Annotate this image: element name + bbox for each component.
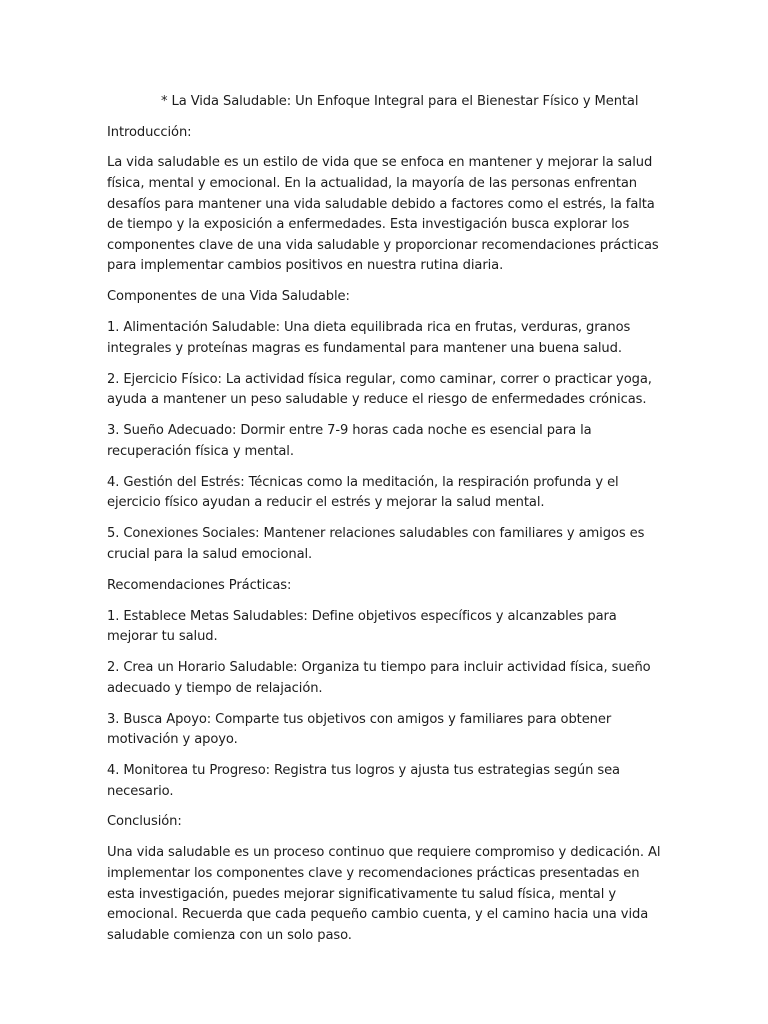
recommendation-item-metas: 1. Establece Metas Saludables: Define objetivos específicos y alcanzables para mejorar tu salud. [107, 608, 617, 645]
components-heading: Componentes de una Vida Saludable: [107, 289, 350, 305]
document-body [107, 92, 663, 957]
conclusion-paragraph: Una vida saludable es un proceso continuo que requiere compromiso y dedicación. Al implementar los componentes clave y recomendaciones prácticas presentadas en esta investigación, puedes mejorar significativamente tu salud física, mental y emocional. Recuerda que cada pequeño cambio cuenta, y el camino hacia una vida saludable comienza con un solo paso. [107, 845, 661, 943]
component-item-estres: 4. Gestión del Estrés: Técnicas como la meditación, la respiración profunda y el ejercicio físico ayudan a reducir el estrés y mejorar la salud mental. [107, 474, 619, 511]
recommendation-item-horario: 2. Crea un Horario Saludable: Organiza tu tiempo para incluir actividad física, sueño adecuado y tiempo de relajación. [107, 660, 651, 696]
component-item-conexiones: 5. Conexiones Sociales: Mantener relaciones saludables con familiares y amigos es crucial para la salud emocional. [107, 526, 645, 562]
recommendation-item-progreso: 4. Monitorea tu Progreso: Registra tus logros y ajusta tus estrategias según sea necesario. [107, 763, 620, 799]
component-item-alimentacion: 1. Alimentación Saludable: Una dieta equilibrada rica en frutas, verduras, granos integrales y proteínas magras es fundamental para mantener una buena salud. [107, 320, 631, 356]
recommendation-item-apoyo: 3. Busca Apoyo: Comparte tus objetivos con amigos y familiares para obtener motivación y apoyo. [107, 711, 612, 748]
recommendations-heading: Recomendaciones Prácticas: [107, 577, 292, 593]
intro-paragraph: La vida saludable es un estilo de vida que se enfoca en mantener y mejorar la salud física, mental y emocional. En la actualidad, la mayoría de las personas enfrentan desafíos para mantener una vida saludable debido a factores como el estrés, la falta de tiempo y la exposición a enfermedades. Esta investigación busca explorar los componentes clave de una vida saludable y proporcionar recomendaciones prácticas para implementar cambios positivos en nuestra rutina diaria. [107, 155, 659, 274]
intro-heading: Introducción: [107, 124, 192, 140]
component-item-ejercicio: 2. Ejercicio Físico: La actividad física regular, como caminar, correr o practicar yoga, ayuda a mantener un peso saludable y reduce el riesgo de enfermedades crónicas. [107, 371, 652, 408]
component-item-sueno: 3. Sueño Adecuado: Dormir entre 7-9 horas cada noche es esencial para la recuperación física y mental. [107, 423, 592, 459]
conclusion-heading: Conclusión: [107, 814, 182, 830]
document-title: * La Vida Saludable: Un Enfoque Integral para el Bienestar Físico y Mental [161, 94, 639, 109]
